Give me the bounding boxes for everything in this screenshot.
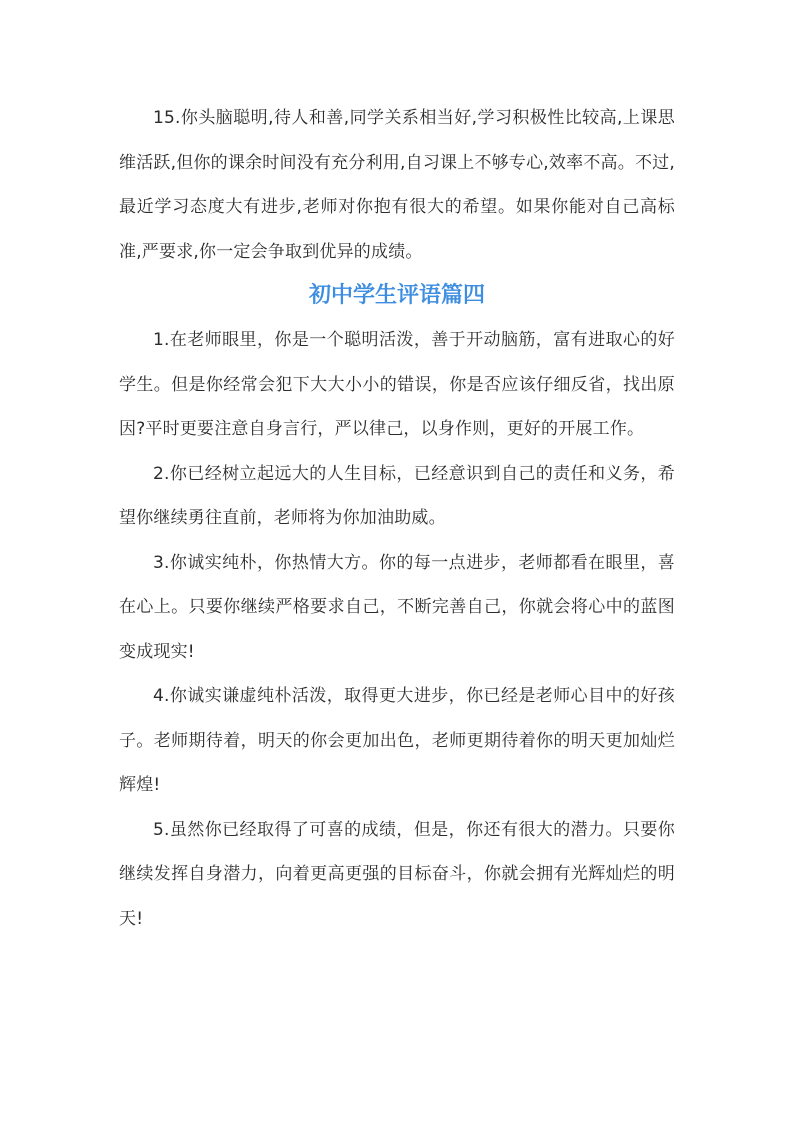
paragraph-5: 5.虽然你已经取得了可喜的成绩，但是，你还有很大的潜力。只要你继续发挥自身潜力，向着更高更强的目标奋斗，你就会拥有光辉灿烂的明天! (119, 819, 675, 929)
paragraph-4: 4.你诚实谦虚纯朴活泼，取得更大进步，你已经是老师心目中的好孩子。老师期待着，明天的你会更加出色，老师更期待着你的明天更加灿烂辉煌! (119, 686, 675, 795)
paragraph-3: 3.你诚实纯朴，你热情大方。你的每一点进步，老师都看在眼里，喜在心上。只要你继续严格要求自己，不断完善自己，你就会将心中的蓝图变成现实! (119, 552, 675, 662)
paragraph-15: 15.你头脑聪明,待人和善,同学关系相当好,学习积极性比较高,上课思维活跃,但你的课余时间没有充分利用,自习课上不够专心,效率不高。不过,最近学习态度大有进步,老师对你抱有很大的希望。如果你能对自己高标准,严要求,你一定会争取到优异的成绩。 (119, 108, 675, 262)
paragraph-1: 1.在老师眼里，你是一个聪明活泼，善于开动脑筋，富有进取心的好学生。但是你经常会犯下大大小小的错误，你是否应该仔细反省，找出原因?平时更要注意自身言行，严以律己，以身作则，更好的开展工作。 (119, 330, 675, 439)
document-page (119, 96, 675, 941)
section-title: 初中学生评语篇四 (308, 283, 485, 308)
paragraph-2: 2.你已经树立起远大的人生目标，已经意识到自己的责任和义务，希望你继续勇往直前，老师将为你加油助威。 (119, 463, 675, 528)
